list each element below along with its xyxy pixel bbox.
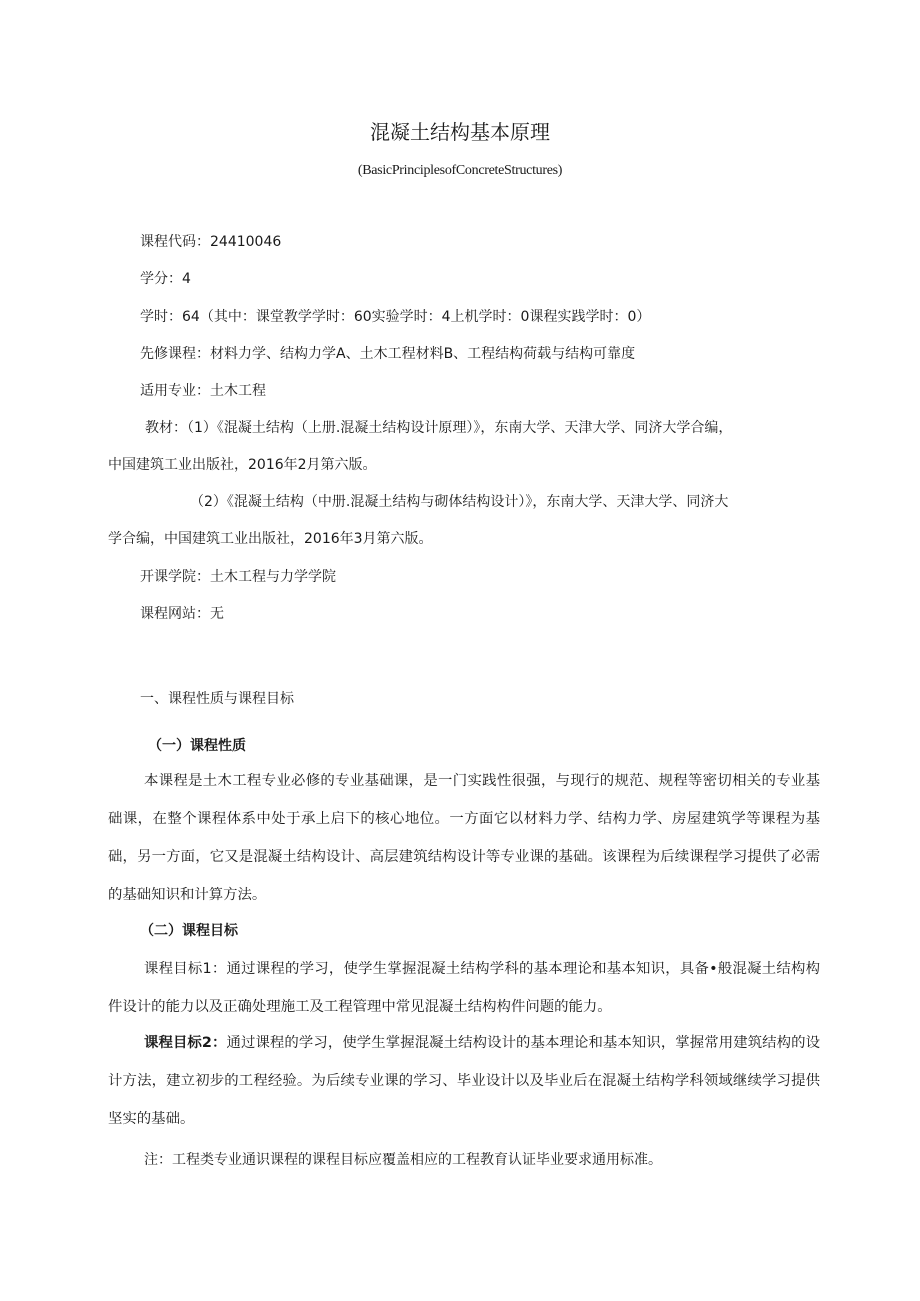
course-english-title: (BasicPrinciplesofConcreteStructures)	[357, 163, 563, 178]
nature-heading: （一）课程性质	[148, 738, 246, 754]
textbook-2-line-1: （2）《混凝土结构（中册.混凝土结构与砌体结构设计）》，东南大学、天津大学、同济大	[190, 494, 729, 510]
goal-1-label: 课程目标1：	[144, 961, 227, 977]
goal-2-label: 课程目标2：	[144, 1035, 227, 1051]
nature-paragraph: 本课程是土木工程专业必修的专业基础课，是一门实践性很强，与现行的规范、规程等密切相关的专业基础课，在整个课程体系中处于承上启下的核心地位。一方面它以材料力学、结构力学、房屋建筑学等课程为基础，另一方面，它又是混凝土结构设计、高层建筑结构设计等专业课的基础。该课程为后续课程学习提供了必需的基础知识和计算方法。	[108, 773, 820, 903]
course-title: 混凝土结构基本原理	[370, 120, 550, 144]
goal-1-text: 通过课程的学习，使学生掌握混凝土结构学科的基本理论和基本知识，具备•般混凝土结构构件设计的能力以及正确处理施工及工程管理中常见混凝土结构构件问题的能力。	[108, 961, 820, 1015]
goal-2-text: 通过课程的学习，使学生掌握混凝土结构设计的基本理论和基本知识，掌握常用建筑结构的设计方法，建立初步的工程经验。为后续专业课的学习、毕业设计以及毕业后在混凝土结构学科领域继续学习提供坚实的基础。	[108, 1035, 820, 1127]
goal-heading: （二）课程目标	[140, 923, 238, 939]
course-hours: 学时：64（其中：课堂教学学时：60实验学时：4上机学时：0课程实践学时：0）	[140, 309, 651, 325]
course-prerequisites: 先修课程：材料力学、结构力学A、土木工程材料B、工程结构荷载与结构可靠度	[140, 346, 636, 362]
textbook-1-line-2: 中国建筑工业出版社，2016年2月第六版。	[108, 457, 377, 473]
note: 注：工程类专业通识课程的课程目标应覆盖相应的工程教育认证毕业要求通用标准。	[144, 1152, 662, 1168]
applicable-major: 适用专业：土木工程	[140, 383, 266, 399]
textbook-1-line-1: 教材：（1）《混凝土结构（上册.混凝土结构设计原理）》，东南大学、天津大学、同济大学合编，	[145, 420, 733, 436]
offering-college: 开课学院：土木工程与力学学院	[140, 569, 336, 585]
course-website: 课程网站：无	[140, 606, 224, 622]
textbook-2-line-2: 学合编，中国建筑工业出版社，2016年3月第六版。	[108, 531, 433, 547]
course-credit: 学分：4	[140, 271, 191, 287]
course-code: 课程代码：24410046	[140, 234, 282, 250]
goal-2-paragraph	[108, 1024, 820, 1138]
goal-1-paragraph	[108, 950, 820, 1026]
section-heading: 一、课程性质与课程目标	[140, 691, 294, 707]
